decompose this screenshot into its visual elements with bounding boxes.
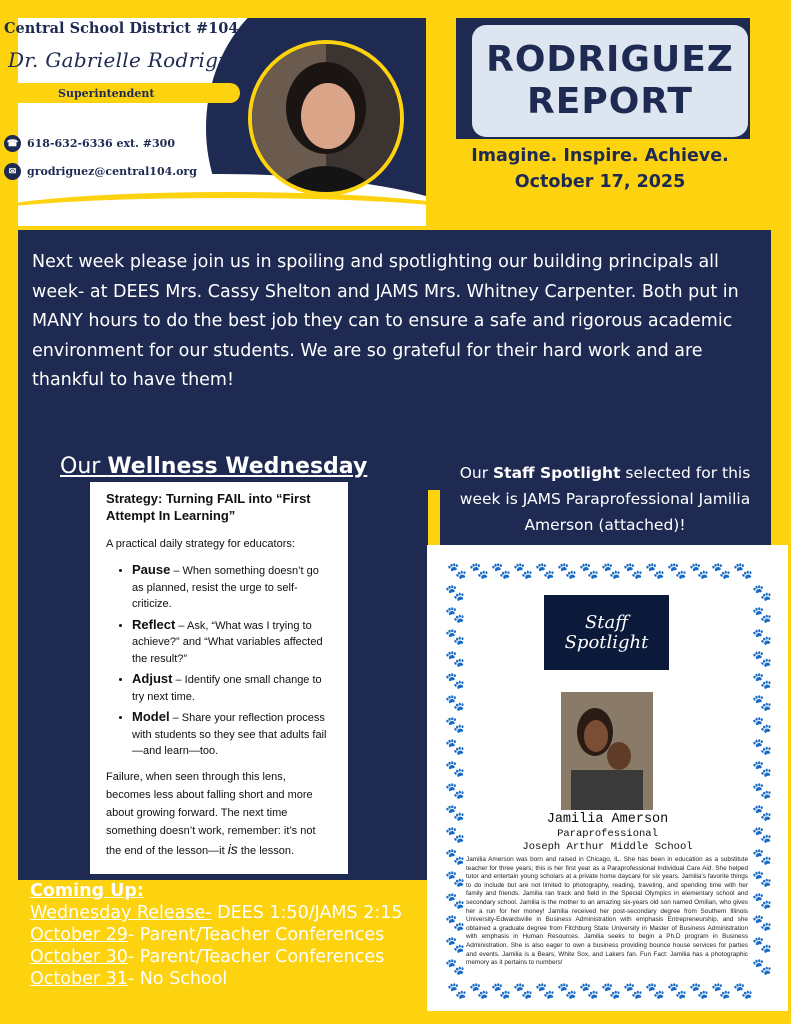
paw-icon: 🐾 xyxy=(445,891,465,910)
paw-icon: 🐾 xyxy=(689,981,709,1000)
paw-icon: 🐾 xyxy=(752,869,772,888)
paw-icon: 🐾 xyxy=(752,627,772,646)
paw-icon: 🐾 xyxy=(445,605,465,624)
strategy-steps xyxy=(106,562,332,760)
paw-icon: 🐾 xyxy=(513,561,533,580)
staff-bio: Jamilia Amerson was born and raised in Chicago, IL. She has been in education as a substitute teacher for three years; this is her first year as a Paraprofessional Individual Care Aid. She helped tutor and entertain young scholars at a private home daycare for six years. Jamilia's favorite things to do include but are not limited to photography, reading, traveling, and spending time with her family and friends. Jamilia ran track and field in the Special Olympics in elementary school and secondary school. Jamilia is the mother to an amazing six-years old son named Omilian, who gives her a run for her money! Jamilia received her post-secondary degree from Southern Illinois University-Edwardsville in Business Administration with emphasis Entrepreneurship, and she obtained a graduate degree from Fitchburg State University in Master of Business Administration with emphasis in Human Resources. Jamilia seeks to begin a Ph.D program in Business Administration. She is also eager to own a business providing bounce house services for parties and events. Jamilia is a Bears, White Sox, and Lakers fan. Fun Fact: Jamilia has a photographic memory as it pertains to numbers! xyxy=(466,856,748,967)
paw-icon: 🐾 xyxy=(445,737,465,756)
motto: Imagine. Inspire. Achieve. xyxy=(471,146,729,166)
strategy-title: Strategy: Turning FAIL into “First Attempt In Learning” xyxy=(106,491,311,523)
paw-icon: 🐾 xyxy=(445,847,465,866)
paw-icon: 🐾 xyxy=(752,957,772,976)
paw-icon: 🐾 xyxy=(445,693,465,712)
event-item: October 29- Parent/Teacher Conferences xyxy=(30,925,385,945)
phone-contact xyxy=(4,135,175,152)
paw-icon: 🐾 xyxy=(752,693,772,712)
paw-icon: 🐾 xyxy=(623,981,643,1000)
paw-icon: 🐾 xyxy=(623,561,643,580)
staff-spotlight-logo: Staff Spotlight xyxy=(544,595,669,670)
paw-icon: 🐾 xyxy=(445,869,465,888)
event-item: October 30- Parent/Teacher Conferences xyxy=(30,947,385,967)
motto-and-date xyxy=(440,143,760,195)
paw-icon: 🐾 xyxy=(752,649,772,668)
report-title xyxy=(472,25,748,137)
paw-icon: 🐾 xyxy=(445,759,465,778)
paw-icon: 🐾 xyxy=(491,981,511,1000)
paw-icon: 🐾 xyxy=(469,561,489,580)
paw-icon: 🐾 xyxy=(445,583,465,602)
paw-icon: 🐾 xyxy=(689,561,709,580)
paw-icon: 🐾 xyxy=(579,561,599,580)
phone-number: 618-632-6336 ext. #300 xyxy=(27,137,175,150)
coming-up xyxy=(30,880,403,990)
paw-icon: 🐾 xyxy=(752,583,772,602)
superintendent-role: Superintendent xyxy=(8,83,240,103)
paw-icon: 🐾 xyxy=(491,561,511,580)
spotlight-intro: Our Staff Spotlight selected for this week is JAMS Paraprofessional Jamilia Amerson (attached)! xyxy=(459,464,751,534)
paw-icon: 🐾 xyxy=(445,627,465,646)
paw-icon: 🐾 xyxy=(445,781,465,800)
paw-icon: 🐾 xyxy=(445,935,465,954)
paw-icon: 🐾 xyxy=(752,847,772,866)
paw-icon: 🐾 xyxy=(445,957,465,976)
paw-icon: 🐾 xyxy=(752,715,772,734)
strategy-step: • Adjust – Identify one small change to try next time. xyxy=(132,671,332,705)
paw-icon: 🐾 xyxy=(752,913,772,932)
wellness-strategy-card xyxy=(90,482,348,874)
paw-icon: 🐾 xyxy=(645,981,665,1000)
paw-icon: 🐾 xyxy=(601,561,621,580)
event-item: October 31- No School xyxy=(30,969,228,989)
paw-icon: 🐾 xyxy=(752,737,772,756)
staff-name: Jamilia Amerson xyxy=(546,812,669,827)
paw-icon: 🐾 xyxy=(579,981,599,1000)
paw-icon: 🐾 xyxy=(752,803,772,822)
paw-icon: 🐾 xyxy=(667,981,687,1000)
paw-icon: 🐾 xyxy=(733,981,753,1000)
paw-icon: 🐾 xyxy=(557,561,577,580)
phone-icon: ☎ xyxy=(4,135,21,152)
district-name: Central School District #104 xyxy=(4,20,239,37)
superintendent-photo xyxy=(248,40,404,196)
email-contact[interactable] xyxy=(4,163,197,180)
paw-icon: 🐾 xyxy=(445,825,465,844)
paw-icon: 🐾 xyxy=(733,561,753,580)
paw-icon: 🐾 xyxy=(752,671,772,690)
wellness-heading: Our Wellness Wednesday xyxy=(60,454,368,479)
superintendent-name: Dr. Gabrielle Rodriguez xyxy=(8,48,255,72)
paw-icon: 🐾 xyxy=(752,781,772,800)
strategy-conclusion: Failure, when seen through this lens, becomes less about falling short and more about growing forward. The next time something doesn’t work, remember: it’s not the end of the lesson—it is the lesson. xyxy=(106,770,316,857)
paw-icon: 🐾 xyxy=(447,981,467,1000)
strategy-intro: A practical daily strategy for educators: xyxy=(106,538,295,550)
paw-icon: 🐾 xyxy=(445,649,465,668)
paw-icon: 🐾 xyxy=(513,981,533,1000)
paw-icon: 🐾 xyxy=(445,715,465,734)
paw-icon: 🐾 xyxy=(535,981,555,1000)
paw-icon: 🐾 xyxy=(445,671,465,690)
paw-icon: 🐾 xyxy=(469,981,489,1000)
paw-icon: 🐾 xyxy=(752,605,772,624)
paw-icon: 🐾 xyxy=(445,803,465,822)
strategy-step: • Model – Share your reflection process with students so they see that adults fail—and learn—too. xyxy=(132,709,332,760)
paw-icon: 🐾 xyxy=(557,981,577,1000)
event-item: Wednesday Release- DEES 1:50/JAMS 2:15 xyxy=(30,903,403,923)
announcement-text: Next week please join us in spoiling and spotlighting our building principals all week- at DEES Mrs. Cassy Shelton and JAMS Mrs. Whitney Carpenter. Both put in MANY hours to do the best job they can to ensure a safe and rigorous academic environment for our students. We are so grateful for their hard work and are thankful to have them! xyxy=(32,252,739,390)
paw-icon: 🐾 xyxy=(535,561,555,580)
staff-role: Paraprofessional Joseph Arthur Middle School xyxy=(522,828,693,853)
paw-icon: 🐾 xyxy=(752,825,772,844)
paw-icon: 🐾 xyxy=(711,561,731,580)
strategy-step: • Reflect – Ask, “What was I trying to achieve?” and “What variables affected the result?” xyxy=(132,617,332,668)
paw-icon: 🐾 xyxy=(447,561,467,580)
staff-photo xyxy=(561,692,653,810)
paw-icon: 🐾 xyxy=(445,913,465,932)
paw-icon: 🐾 xyxy=(601,981,621,1000)
title-line-2: REPORT xyxy=(527,81,693,122)
email-icon: ✉ xyxy=(4,163,21,180)
coming-up-heading: Coming Up: xyxy=(30,881,144,901)
paw-icon: 🐾 xyxy=(752,891,772,910)
paw-icon: 🐾 xyxy=(752,759,772,778)
email-address[interactable]: grodriguez@central104.org xyxy=(27,165,197,178)
paw-icon: 🐾 xyxy=(711,981,731,1000)
paw-icon: 🐾 xyxy=(752,935,772,954)
paw-icon: 🐾 xyxy=(667,561,687,580)
paw-icon: 🐾 xyxy=(645,561,665,580)
title-line-1: RODRIGUEZ xyxy=(486,39,734,80)
strategy-step: • Pause – When something doesn’t go as planned, resist the urge to self-criticize. xyxy=(132,562,332,613)
issue-date: October 17, 2025 xyxy=(514,172,686,192)
